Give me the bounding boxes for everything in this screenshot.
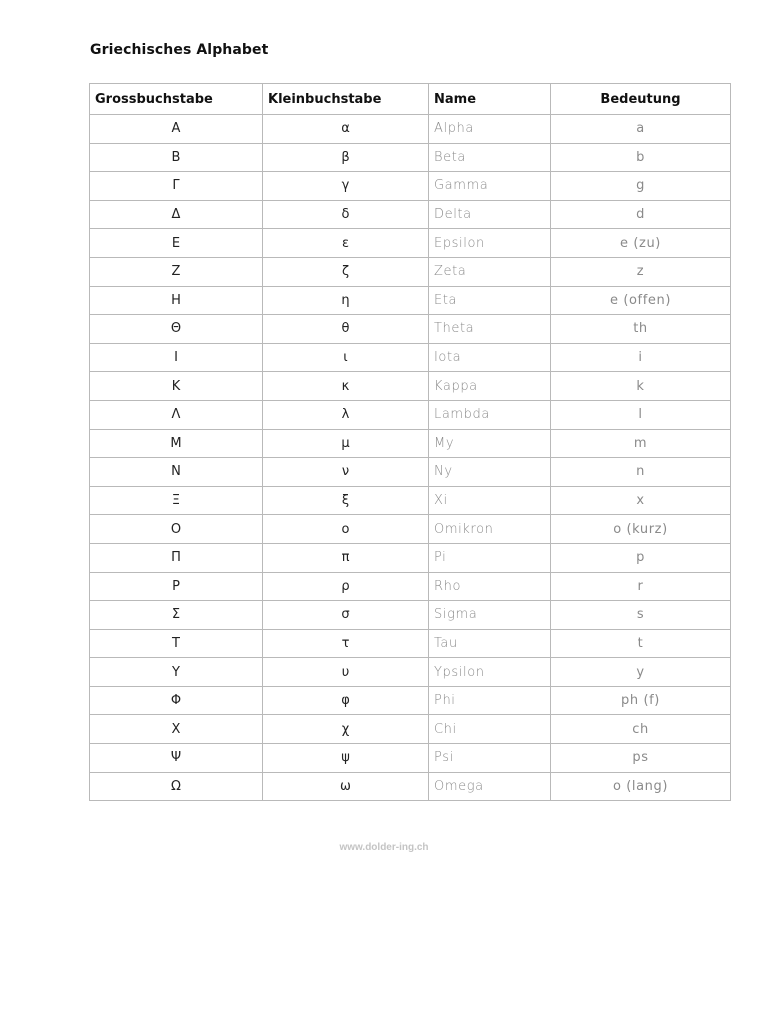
cell-uppercase-letter: Β (90, 143, 263, 172)
cell-letter-name: Omikron (429, 515, 551, 544)
cell-letter-meaning: l (551, 400, 731, 429)
table-row (90, 486, 731, 515)
cell-uppercase-letter: Η (90, 286, 263, 315)
cell-letter-name: Gamma (429, 172, 551, 201)
table-row (90, 200, 731, 229)
table-row (90, 744, 731, 773)
table-row (90, 629, 731, 658)
table-row (90, 172, 731, 201)
cell-lowercase-letter: δ (263, 200, 429, 229)
table-row (90, 715, 731, 744)
cell-letter-meaning: ps (551, 744, 731, 773)
cell-letter-name: Psi (429, 744, 551, 773)
cell-lowercase-letter: λ (263, 400, 429, 429)
cell-uppercase-letter: Κ (90, 372, 263, 401)
cell-uppercase-letter: Ι (90, 343, 263, 372)
cell-letter-name: Ypsilon (429, 658, 551, 687)
cell-uppercase-letter: Ω (90, 772, 263, 801)
cell-lowercase-letter: ι (263, 343, 429, 372)
cell-uppercase-letter: Μ (90, 429, 263, 458)
cell-letter-name: Alpha (429, 115, 551, 144)
cell-letter-name: Zeta (429, 257, 551, 286)
cell-letter-name: Sigma (429, 601, 551, 630)
cell-uppercase-letter: Ψ (90, 744, 263, 773)
cell-uppercase-letter: Ζ (90, 257, 263, 286)
footer-url: www.dolder-ing.ch (339, 842, 429, 853)
cell-letter-name: Xi (429, 486, 551, 515)
cell-lowercase-letter: β (263, 143, 429, 172)
table-row (90, 686, 731, 715)
table-row (90, 286, 731, 315)
cell-lowercase-letter: σ (263, 601, 429, 630)
cell-uppercase-letter: Φ (90, 686, 263, 715)
cell-letter-meaning: ch (551, 715, 731, 744)
table-row (90, 429, 731, 458)
cell-uppercase-letter: Σ (90, 601, 263, 630)
cell-lowercase-letter: γ (263, 172, 429, 201)
cell-uppercase-letter: Δ (90, 200, 263, 229)
table-row (90, 143, 731, 172)
cell-lowercase-letter: τ (263, 629, 429, 658)
table-header (90, 84, 731, 115)
cell-letter-name: Epsilon (429, 229, 551, 258)
cell-letter-name: Pi (429, 543, 551, 572)
cell-lowercase-letter: ε (263, 229, 429, 258)
page-title: Griechisches Alphabet (90, 42, 269, 58)
cell-lowercase-letter: μ (263, 429, 429, 458)
cell-letter-meaning: e (offen) (551, 286, 731, 315)
table-header-row (90, 84, 731, 115)
cell-letter-meaning: o (kurz) (551, 515, 731, 544)
cell-letter-meaning: d (551, 200, 731, 229)
cell-lowercase-letter: π (263, 543, 429, 572)
column-header-lowercase: Kleinbuchstabe (263, 84, 429, 115)
cell-letter-meaning: m (551, 429, 731, 458)
cell-uppercase-letter: Τ (90, 629, 263, 658)
cell-lowercase-letter: ψ (263, 744, 429, 773)
cell-uppercase-letter: Ε (90, 229, 263, 258)
cell-lowercase-letter: η (263, 286, 429, 315)
table-row (90, 458, 731, 487)
cell-uppercase-letter: Ο (90, 515, 263, 544)
cell-lowercase-letter: ο (263, 515, 429, 544)
table-row (90, 515, 731, 544)
cell-uppercase-letter: Ξ (90, 486, 263, 515)
cell-lowercase-letter: ν (263, 458, 429, 487)
greek-alphabet-table (89, 83, 731, 801)
cell-letter-name: Tau (429, 629, 551, 658)
cell-letter-meaning: n (551, 458, 731, 487)
cell-letter-name: Lambda (429, 400, 551, 429)
cell-letter-meaning: ph (f) (551, 686, 731, 715)
cell-letter-name: Theta (429, 315, 551, 344)
column-header-name: Name (429, 84, 551, 115)
cell-letter-name: Delta (429, 200, 551, 229)
cell-uppercase-letter: Ν (90, 458, 263, 487)
cell-letter-meaning: o (lang) (551, 772, 731, 801)
cell-letter-meaning: g (551, 172, 731, 201)
cell-letter-name: Rho (429, 572, 551, 601)
table-row (90, 658, 731, 687)
cell-letter-meaning: th (551, 315, 731, 344)
table-row (90, 115, 731, 144)
cell-letter-meaning: y (551, 658, 731, 687)
cell-letter-meaning: r (551, 572, 731, 601)
cell-letter-meaning: t (551, 629, 731, 658)
cell-lowercase-letter: χ (263, 715, 429, 744)
cell-letter-meaning: x (551, 486, 731, 515)
cell-uppercase-letter: Θ (90, 315, 263, 344)
cell-letter-name: Chi (429, 715, 551, 744)
cell-lowercase-letter: θ (263, 315, 429, 344)
cell-letter-name: Omega (429, 772, 551, 801)
cell-lowercase-letter: φ (263, 686, 429, 715)
cell-lowercase-letter: α (263, 115, 429, 144)
cell-lowercase-letter: κ (263, 372, 429, 401)
cell-letter-meaning: a (551, 115, 731, 144)
cell-letter-meaning: z (551, 257, 731, 286)
cell-lowercase-letter: ω (263, 772, 429, 801)
cell-letter-name: Eta (429, 286, 551, 315)
cell-letter-meaning: k (551, 372, 731, 401)
table-row (90, 772, 731, 801)
cell-uppercase-letter: Υ (90, 658, 263, 687)
cell-uppercase-letter: Π (90, 543, 263, 572)
cell-letter-name: Iota (429, 343, 551, 372)
cell-letter-name: Beta (429, 143, 551, 172)
cell-lowercase-letter: ξ (263, 486, 429, 515)
cell-lowercase-letter: ρ (263, 572, 429, 601)
cell-uppercase-letter: Χ (90, 715, 263, 744)
table-row (90, 315, 731, 344)
cell-letter-meaning: b (551, 143, 731, 172)
cell-uppercase-letter: Γ (90, 172, 263, 201)
cell-letter-name: Kappa (429, 372, 551, 401)
cell-letter-name: Ny (429, 458, 551, 487)
cell-letter-meaning: p (551, 543, 731, 572)
column-header-uppercase: Grossbuchstabe (90, 84, 263, 115)
cell-letter-meaning: s (551, 601, 731, 630)
table-body (90, 115, 731, 801)
table-row (90, 257, 731, 286)
table-row (90, 543, 731, 572)
table-row (90, 601, 731, 630)
cell-letter-meaning: i (551, 343, 731, 372)
cell-letter-meaning: e (zu) (551, 229, 731, 258)
cell-lowercase-letter: υ (263, 658, 429, 687)
table-row (90, 372, 731, 401)
table-row (90, 229, 731, 258)
cell-uppercase-letter: Λ (90, 400, 263, 429)
cell-letter-name: My (429, 429, 551, 458)
cell-uppercase-letter: Ρ (90, 572, 263, 601)
table-row (90, 343, 731, 372)
column-header-meaning: Bedeutung (551, 84, 731, 115)
cell-letter-name: Phi (429, 686, 551, 715)
cell-lowercase-letter: ζ (263, 257, 429, 286)
table-row (90, 400, 731, 429)
table-row (90, 572, 731, 601)
cell-uppercase-letter: Α (90, 115, 263, 144)
